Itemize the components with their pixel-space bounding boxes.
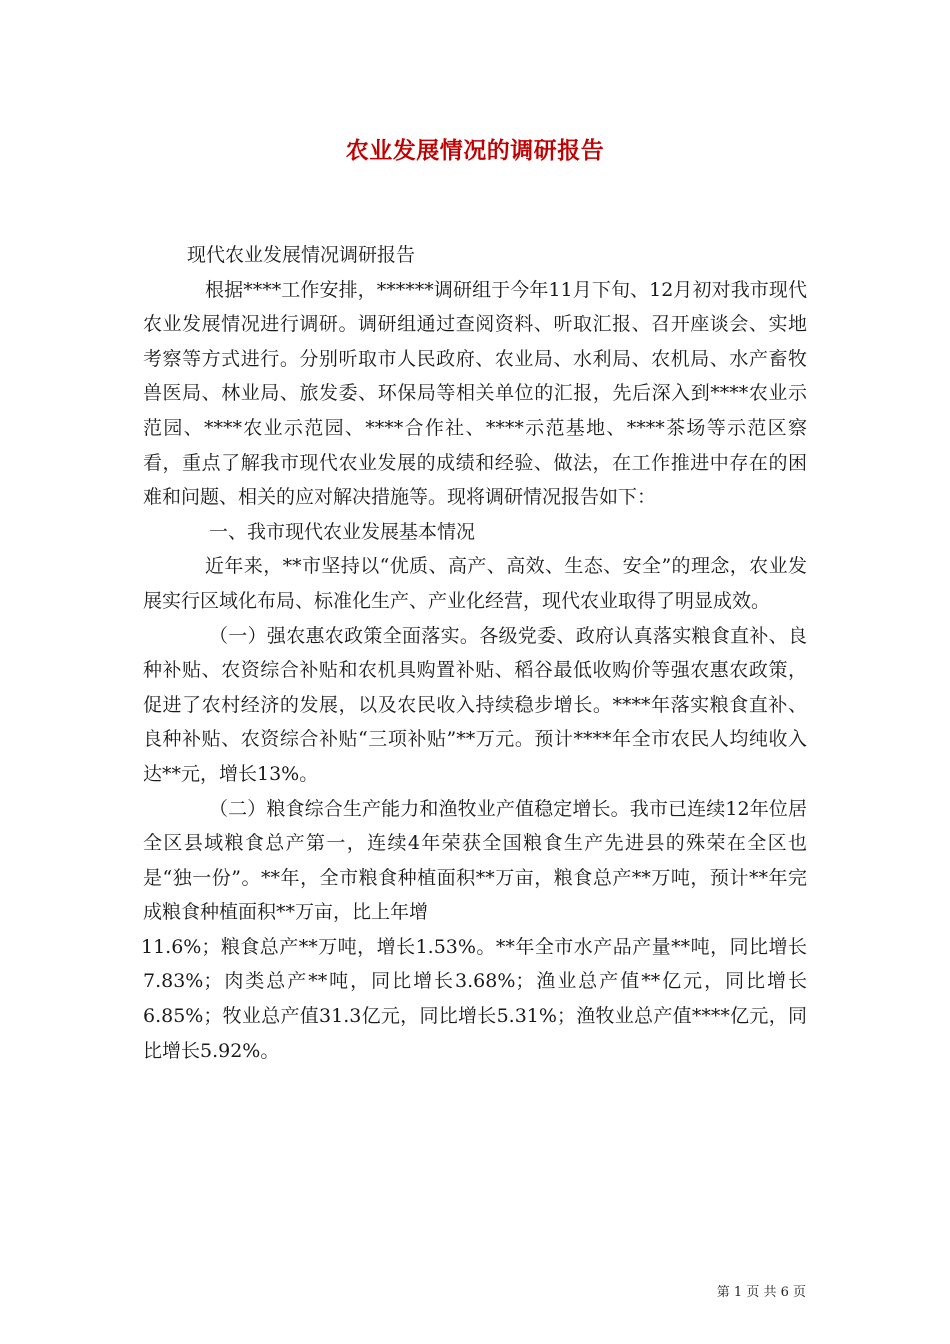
policy-paragraph: （一）强农惠农政策全面落实。各级党委、政府认真落实粮食直补、良种补贴、农资综合补贴和农机具购置补贴、稻谷最低收购价等强农惠农政策，促进了农村经济的发展，以及农民收入持续稳步增长。****年落实粮食直补、良种补贴、农资综合补贴“三项补贴”**万元。预计****年全市农民人均纯收入达**元，增长13%。 [143,624,807,785]
grain-paragraph: （二）粮食综合生产能力和渔牧业产值稳定增长。我市已连续12年位居全区县域粮食总产第一，连续4年荣获全国粮食生产先进县的殊荣在全区也是“独一份”。**年，全市粮食种植面积**万亩，粮食总产**万吨，预计**年完成粮食种植面积**万亩，比上年增 [143,797,807,924]
overview-paragraph: 近年来，**市坚持以“优质、高产、高效、生态、安全”的理念，农业发展实行区域化布局、标准化生产、产业化经营，现代农业取得了明显成效。 [143,555,807,612]
document-title: 农业发展情况的调研报告 [345,137,605,164]
section-heading: 一、我市现代农业发展基本情况 [209,520,476,543]
page-number: 第 1 页 共 6 页 [716,1285,806,1300]
subtitle-paragraph: 现代农业发展情况调研报告 [187,244,416,266]
output-paragraph: 11.6%；粮食总产**万吨，增长1.53%。**年全市水产品产量**吨，同比增长7.83%；肉类总产**吨，同比增长3.68%；渔业总产值**亿元，同比增长6.85%；牧业总产值31.3亿元，同比增长5.31%；渔牧业总产值****亿元，同比增长5.92%。 [141,935,807,1062]
document-body [143,238,807,1068]
intro-paragraph: 根据****工作安排，******调研组于今年11月下旬、12月初对我市现代农业发展情况进行调研。调研组通过查阅资料、听取汇报、召开座谈会、实地考察等方式进行。分别听取市人民政府、农业局、水利局、农机局、水产畜牧兽医局、林业局、旅发委、环保局等相关单位的汇报，先后深入到****农业示范园、****农业示范园、****合作社、****示范基地、****茶场等示范区察看，重点了解我市现代农业发展的成绩和经验、做法，在工作推进中存在的困难和问题、相关的应对解决措施等。现将调研情况报告如下： [143,278,807,509]
